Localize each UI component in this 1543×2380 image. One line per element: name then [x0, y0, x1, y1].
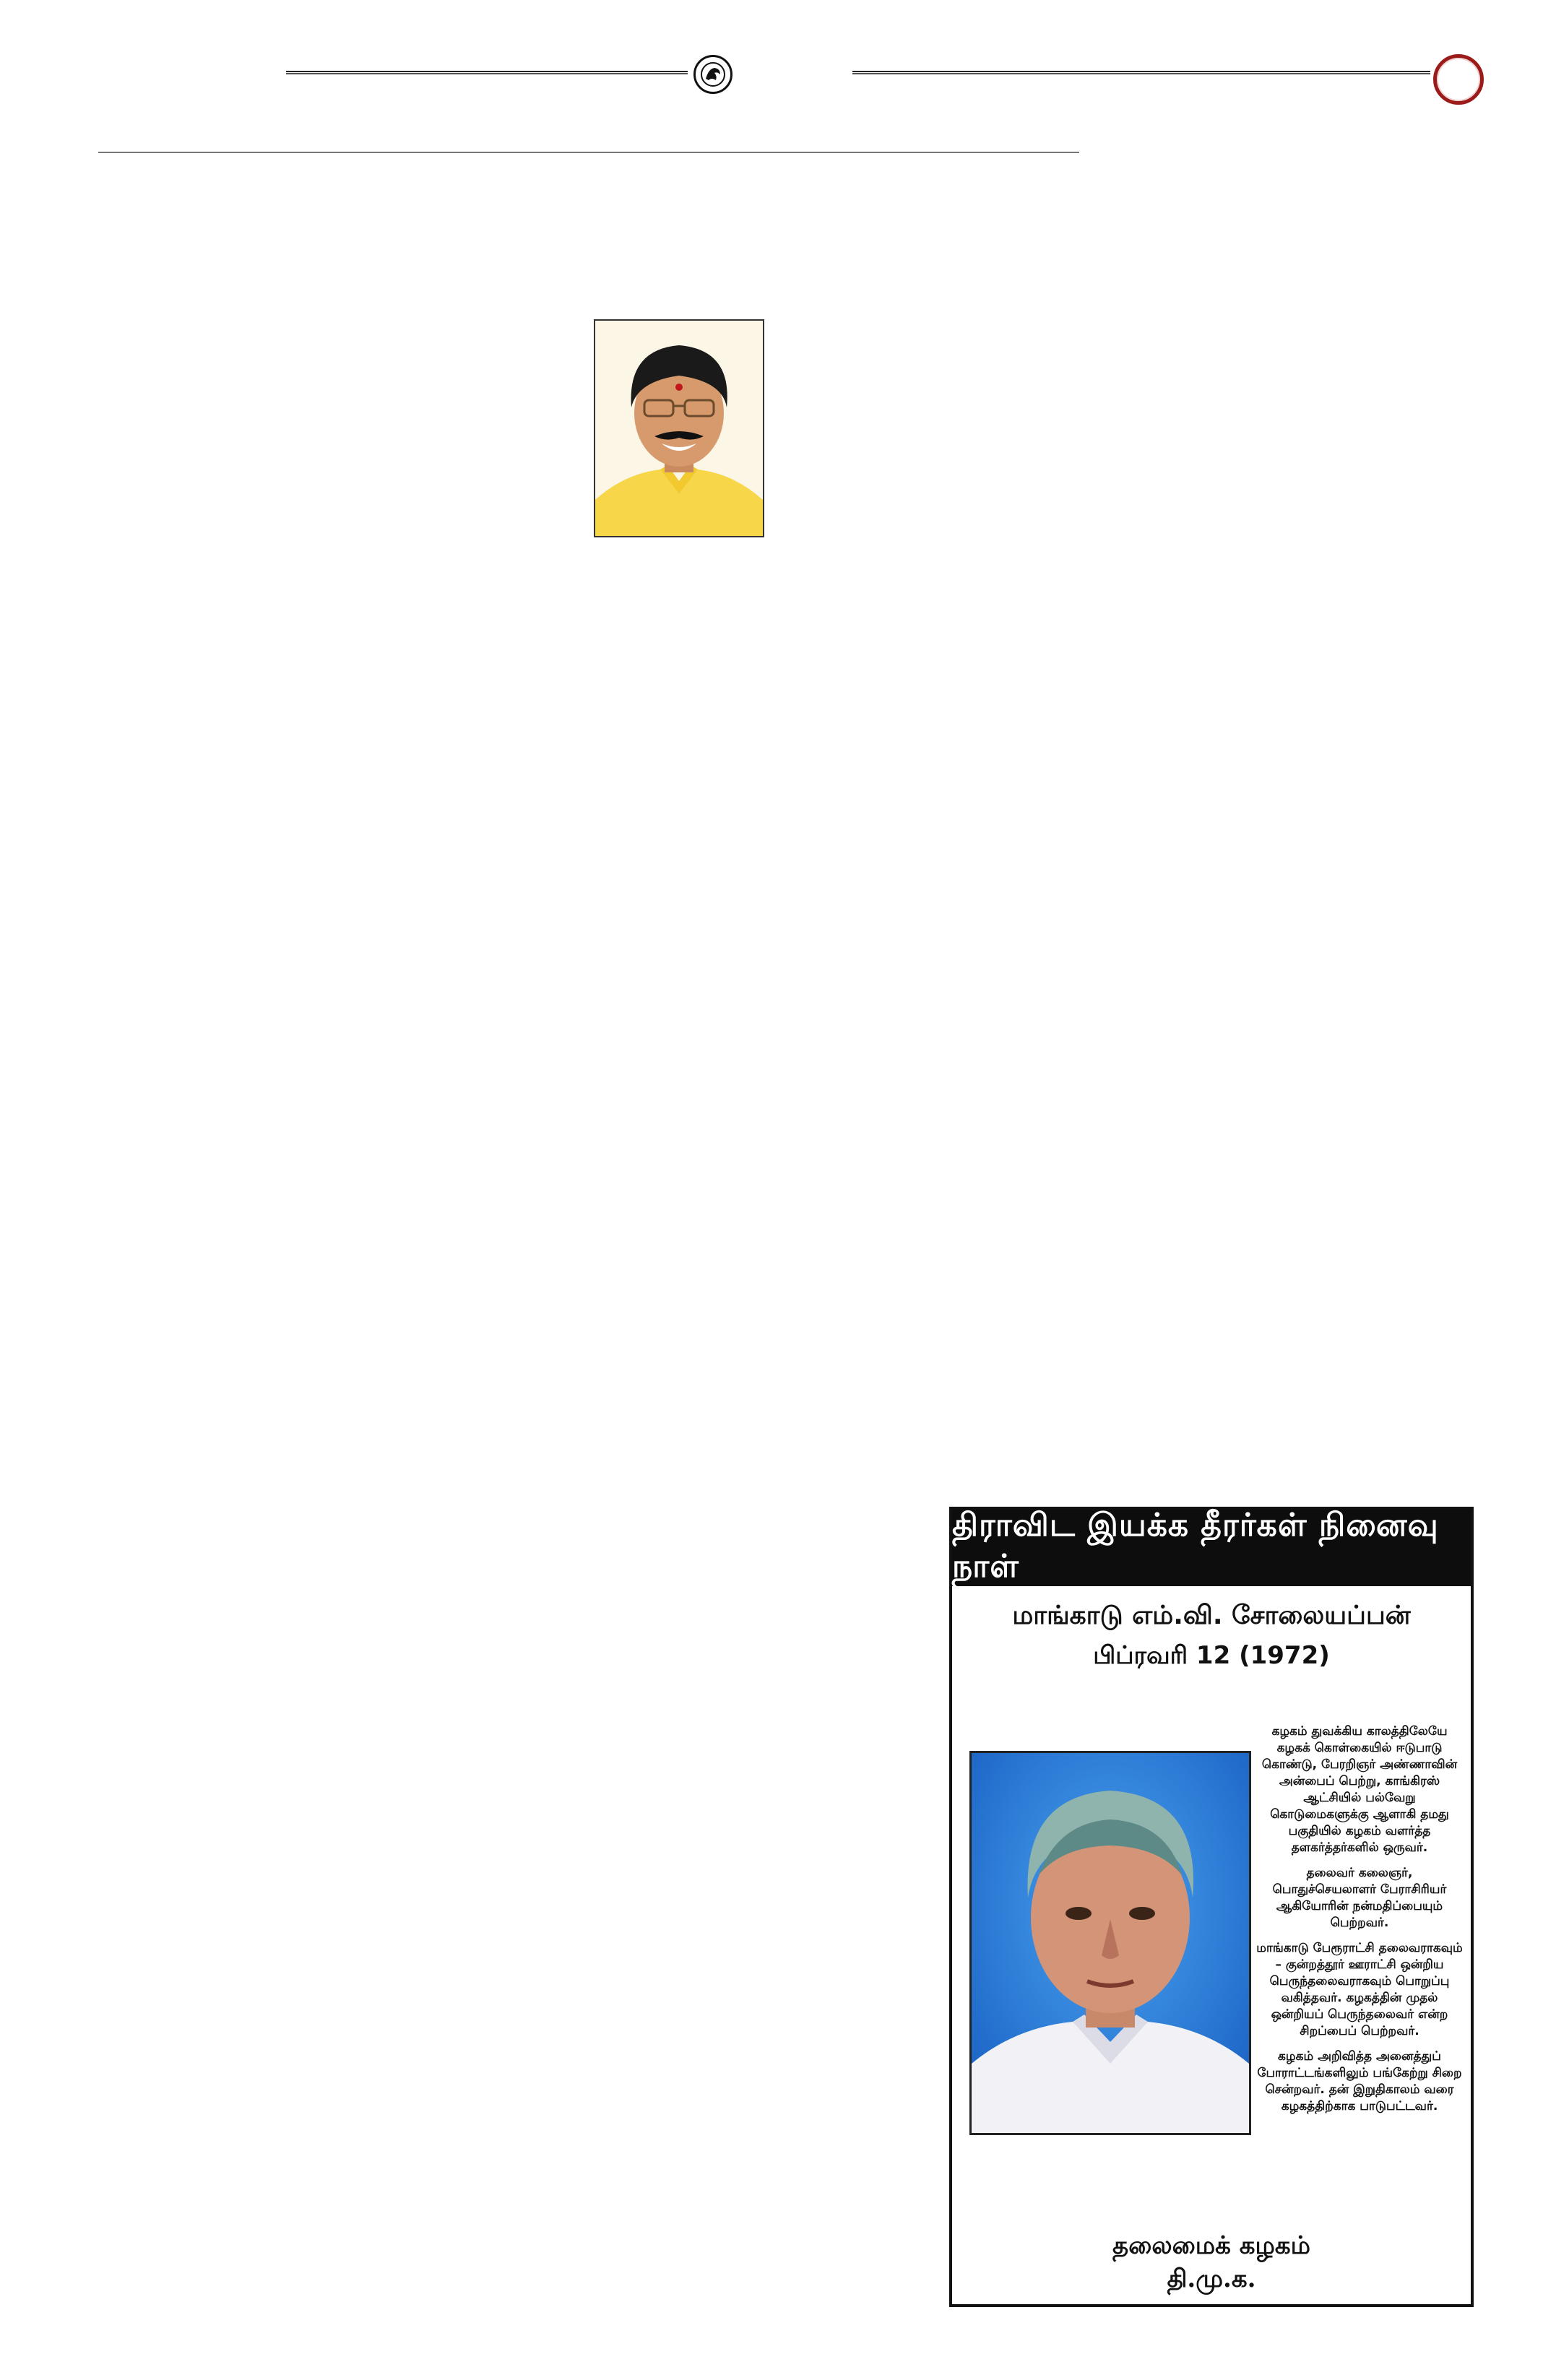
- memorial-footer: [952, 2229, 1471, 2295]
- person-portrait-icon: [594, 319, 764, 537]
- header-rule-right: [852, 71, 1430, 74]
- memorial-notice: [949, 1507, 1474, 2307]
- biography-paragraph: தலைவர் கலைஞர், பொதுச்செயலாளர் பேராசிரியர் ஆகியோரின் நன்மதிப்பையும் பெற்றவர்.: [1272, 1866, 1447, 1930]
- elderly-man-portrait-icon: [969, 1751, 1251, 2135]
- memorial-name: மாங்காடு எம்.வி. சோலையப்பன்: [1012, 1601, 1411, 1630]
- footer-party: தி.மு.க.: [1167, 2264, 1256, 2293]
- biography-paragraph: மாங்காடு பேரூராட்சி தலைவராகவும் – குன்றத்தூர் ஊராட்சி ஒன்றிய பெருந்தலைவராகவும் பொறுப்பு வகித்தவர். கழகத்தின் முதல் ஒன்றியப் பெருந்தலைவர் என்ற சிறப்பைப் பெற்றவர்.: [1256, 1941, 1463, 2038]
- page-number-circle-icon: [1433, 54, 1484, 105]
- memorial-biography: [1254, 1723, 1465, 2124]
- section-divider: [98, 152, 1079, 153]
- header-rule-left: [286, 71, 688, 74]
- memorial-header: திராவிட இயக்க தீரர்கள் நினைவு நாள்: [952, 1510, 1471, 1586]
- biography-paragraph: கழகம் அறிவித்த அனைத்துப் போராட்டங்களிலும் பங்கேற்று சிறை சென்றவர். தன் இறுதிகாலம் வரை கழகத்திற்காக பாடுபட்டவர்.: [1257, 2049, 1462, 2113]
- footer-organization: தலைமைக் கழகம்: [1112, 2231, 1310, 2260]
- biography-paragraph: கழகம் துவக்கிய காலத்திலேயே கழகக் கொள்கையில் ஈடுபாடு கொண்டு, பேரறிஞர் அண்ணாவின் அன்பைப் பெற்று, காங்கிரஸ் ஆட்சியில் பல்வேறு கொடுமைகளுக்கு ஆளாகி தமது பகுதியில் கழகம் வளர்த்த தளகர்த்தர்களில் ஒருவர்.: [1261, 1724, 1458, 1855]
- memorial-date: பிப்ரவரி 12 (1972): [1093, 1641, 1330, 1670]
- rising-sun-emblem-icon: [693, 55, 732, 94]
